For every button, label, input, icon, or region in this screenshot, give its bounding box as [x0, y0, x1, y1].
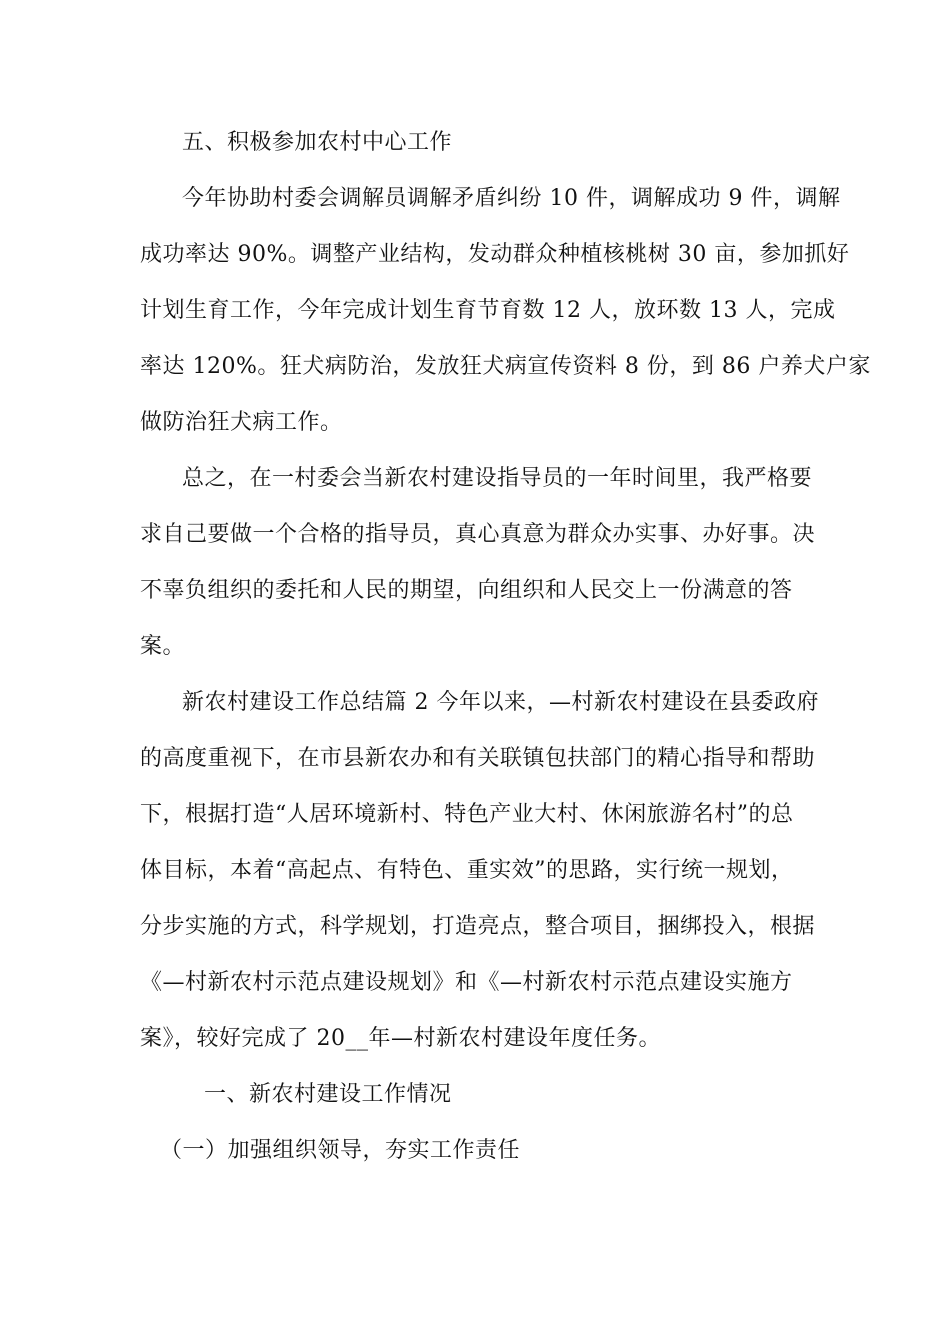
paragraph-line: 《—村新农村示范点建设规划》和《—村新农村示范点建设实施方 [140, 970, 793, 995]
paragraph-line: 案。 [140, 634, 186, 659]
paragraph-line: 案》，较好完成了 20__年—村新农村建设年度任务。 [140, 1026, 661, 1051]
paragraph-line: 下，根据打造“人居环境新村、特色产业大村、休闲旅游名村”的总 [140, 802, 794, 827]
paragraph-line: 今年协助村委会调解员调解矛盾纠纷 10 件，调解成功 9 件，调解 [182, 186, 841, 211]
paragraph-line: 分步实施的方式，科学规划，打造亮点，整合项目，捆绑投入，根据 [140, 914, 816, 939]
paragraph-line: 总之，在一村委会当新农村建设指导员的一年时间里，我严格要 [182, 466, 813, 491]
paragraph-line: 不辜负组织的委托和人民的期望，向组织和人民交上一份满意的答 [140, 578, 793, 603]
paragraph-line: 求自己要做一个合格的指导员，真心真意为群众办实事、办好事。决 [140, 522, 816, 547]
subsection-heading-1: （一）加强组织领导，夯实工作责任 [160, 1138, 521, 1163]
section-heading-5: 五、积极参加农村中心工作 [182, 130, 453, 155]
paragraph-line: 率达 120%。狂犬病防治，发放狂犬病宣传资料 8 份，到 86 户养犬户家 [140, 354, 871, 379]
paragraph-line: 的高度重视下，在市县新农办和有关联镇包扶部门的精心指导和帮助 [140, 746, 816, 771]
section-heading-1: 一、新农村建设工作情况 [204, 1082, 452, 1107]
paragraph-line: 体目标，本着“高起点、有特色、重实效”的思路，实行统一规划， [140, 858, 794, 883]
paragraph-line: 新农村建设工作总结篇 2 今年以来，—村新农村建设在县委政府 [182, 690, 819, 715]
paragraph-line: 做防治狂犬病工作。 [140, 410, 343, 435]
paragraph-line: 计划生育工作，今年完成计划生育节育数 12 人，放环数 13 人，完成 [140, 298, 836, 323]
paragraph-line: 成功率达 90%。调整产业结构，发动群众种植核桃树 30 亩，参加抓好 [140, 242, 850, 267]
